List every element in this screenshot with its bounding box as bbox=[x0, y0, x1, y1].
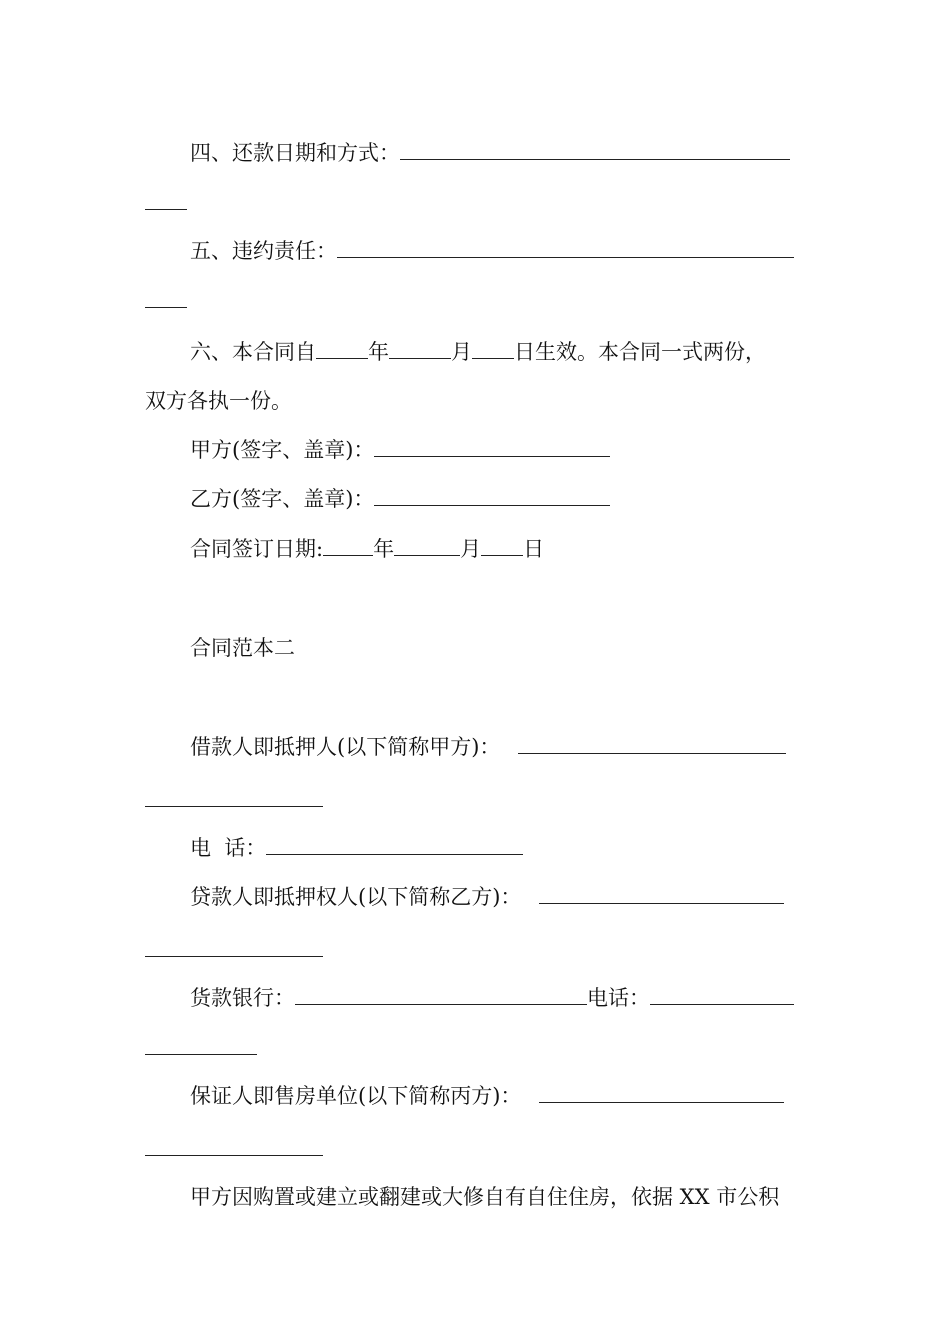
effective-month-label: 月 bbox=[451, 340, 472, 364]
effective-clause bbox=[190, 338, 766, 366]
guarantor-field bbox=[190, 1082, 784, 1110]
sign-date-month-label: 月 bbox=[460, 537, 482, 561]
party-a-signature-blank bbox=[374, 436, 610, 457]
phone-label: 电 话： bbox=[190, 836, 267, 860]
effective-suffix: 日生效。本合同一式两份， bbox=[514, 340, 766, 364]
borrower-blank-tail bbox=[145, 806, 323, 807]
phone-field bbox=[190, 834, 523, 862]
repay-blank-tail bbox=[145, 209, 187, 210]
effective-clause-line2: 双方各执一份。 bbox=[145, 389, 292, 413]
borrower-label: 借款人即抵押人(以下简称甲方)： bbox=[190, 735, 501, 759]
sign-date-year-label: 年 bbox=[373, 537, 395, 561]
repay-label: 四、还款日期和方式： bbox=[190, 141, 400, 165]
phone-blank bbox=[266, 834, 523, 855]
bank-phone-blank bbox=[650, 984, 794, 1005]
party-b-signature-blank bbox=[374, 485, 610, 506]
sign-date-day-label: 日 bbox=[523, 537, 545, 561]
guarantor-label: 保证人即售房单位(以下简称丙方)： bbox=[190, 1084, 522, 1108]
breach-blank bbox=[337, 237, 794, 258]
guarantor-blank-tail bbox=[145, 1155, 323, 1156]
repay-blank bbox=[400, 139, 790, 160]
effective-month-blank bbox=[389, 338, 451, 359]
guarantor-blank bbox=[539, 1082, 784, 1103]
effective-day-blank bbox=[472, 338, 514, 359]
lender-blank bbox=[539, 883, 784, 904]
breach-blank-tail bbox=[145, 307, 187, 308]
party-a-signature bbox=[190, 436, 610, 464]
sign-date-label: 合同签订日期: bbox=[190, 537, 324, 561]
effective-prefix: 六、本合同自 bbox=[190, 340, 316, 364]
repay-clause bbox=[190, 139, 790, 167]
sign-date-month-blank bbox=[394, 535, 460, 556]
party-b-signature bbox=[190, 485, 610, 513]
bank-field bbox=[190, 984, 794, 1012]
sign-date bbox=[190, 535, 544, 563]
template2-title: 合同范本二 bbox=[190, 636, 295, 660]
lender-blank-tail bbox=[145, 956, 323, 957]
lender-label: 贷款人即抵押权人(以下简称乙方)： bbox=[190, 885, 522, 909]
bank-phone-label: 电话： bbox=[587, 986, 650, 1010]
bank-blank bbox=[295, 984, 587, 1005]
bank-label: 货款银行： bbox=[190, 986, 295, 1010]
body-paragraph: 甲方因购置或建立或翻建或大修自有自住住房，依据 XX 市公积 bbox=[190, 1185, 780, 1209]
party-a-signature-label: 甲方(签字、盖章)： bbox=[190, 438, 375, 462]
bank-phone-blank-tail bbox=[145, 1054, 257, 1055]
effective-year-label: 年 bbox=[368, 340, 389, 364]
effective-year-blank bbox=[316, 338, 368, 359]
breach-clause bbox=[190, 237, 794, 265]
borrower-blank bbox=[518, 733, 786, 754]
lender-field bbox=[190, 883, 784, 911]
sign-date-year-blank bbox=[323, 535, 373, 556]
borrower-field bbox=[190, 733, 786, 761]
breach-label: 五、违约责任： bbox=[190, 239, 337, 263]
party-b-signature-label: 乙方(签字、盖章)： bbox=[190, 487, 375, 511]
sign-date-day-blank bbox=[481, 535, 523, 556]
